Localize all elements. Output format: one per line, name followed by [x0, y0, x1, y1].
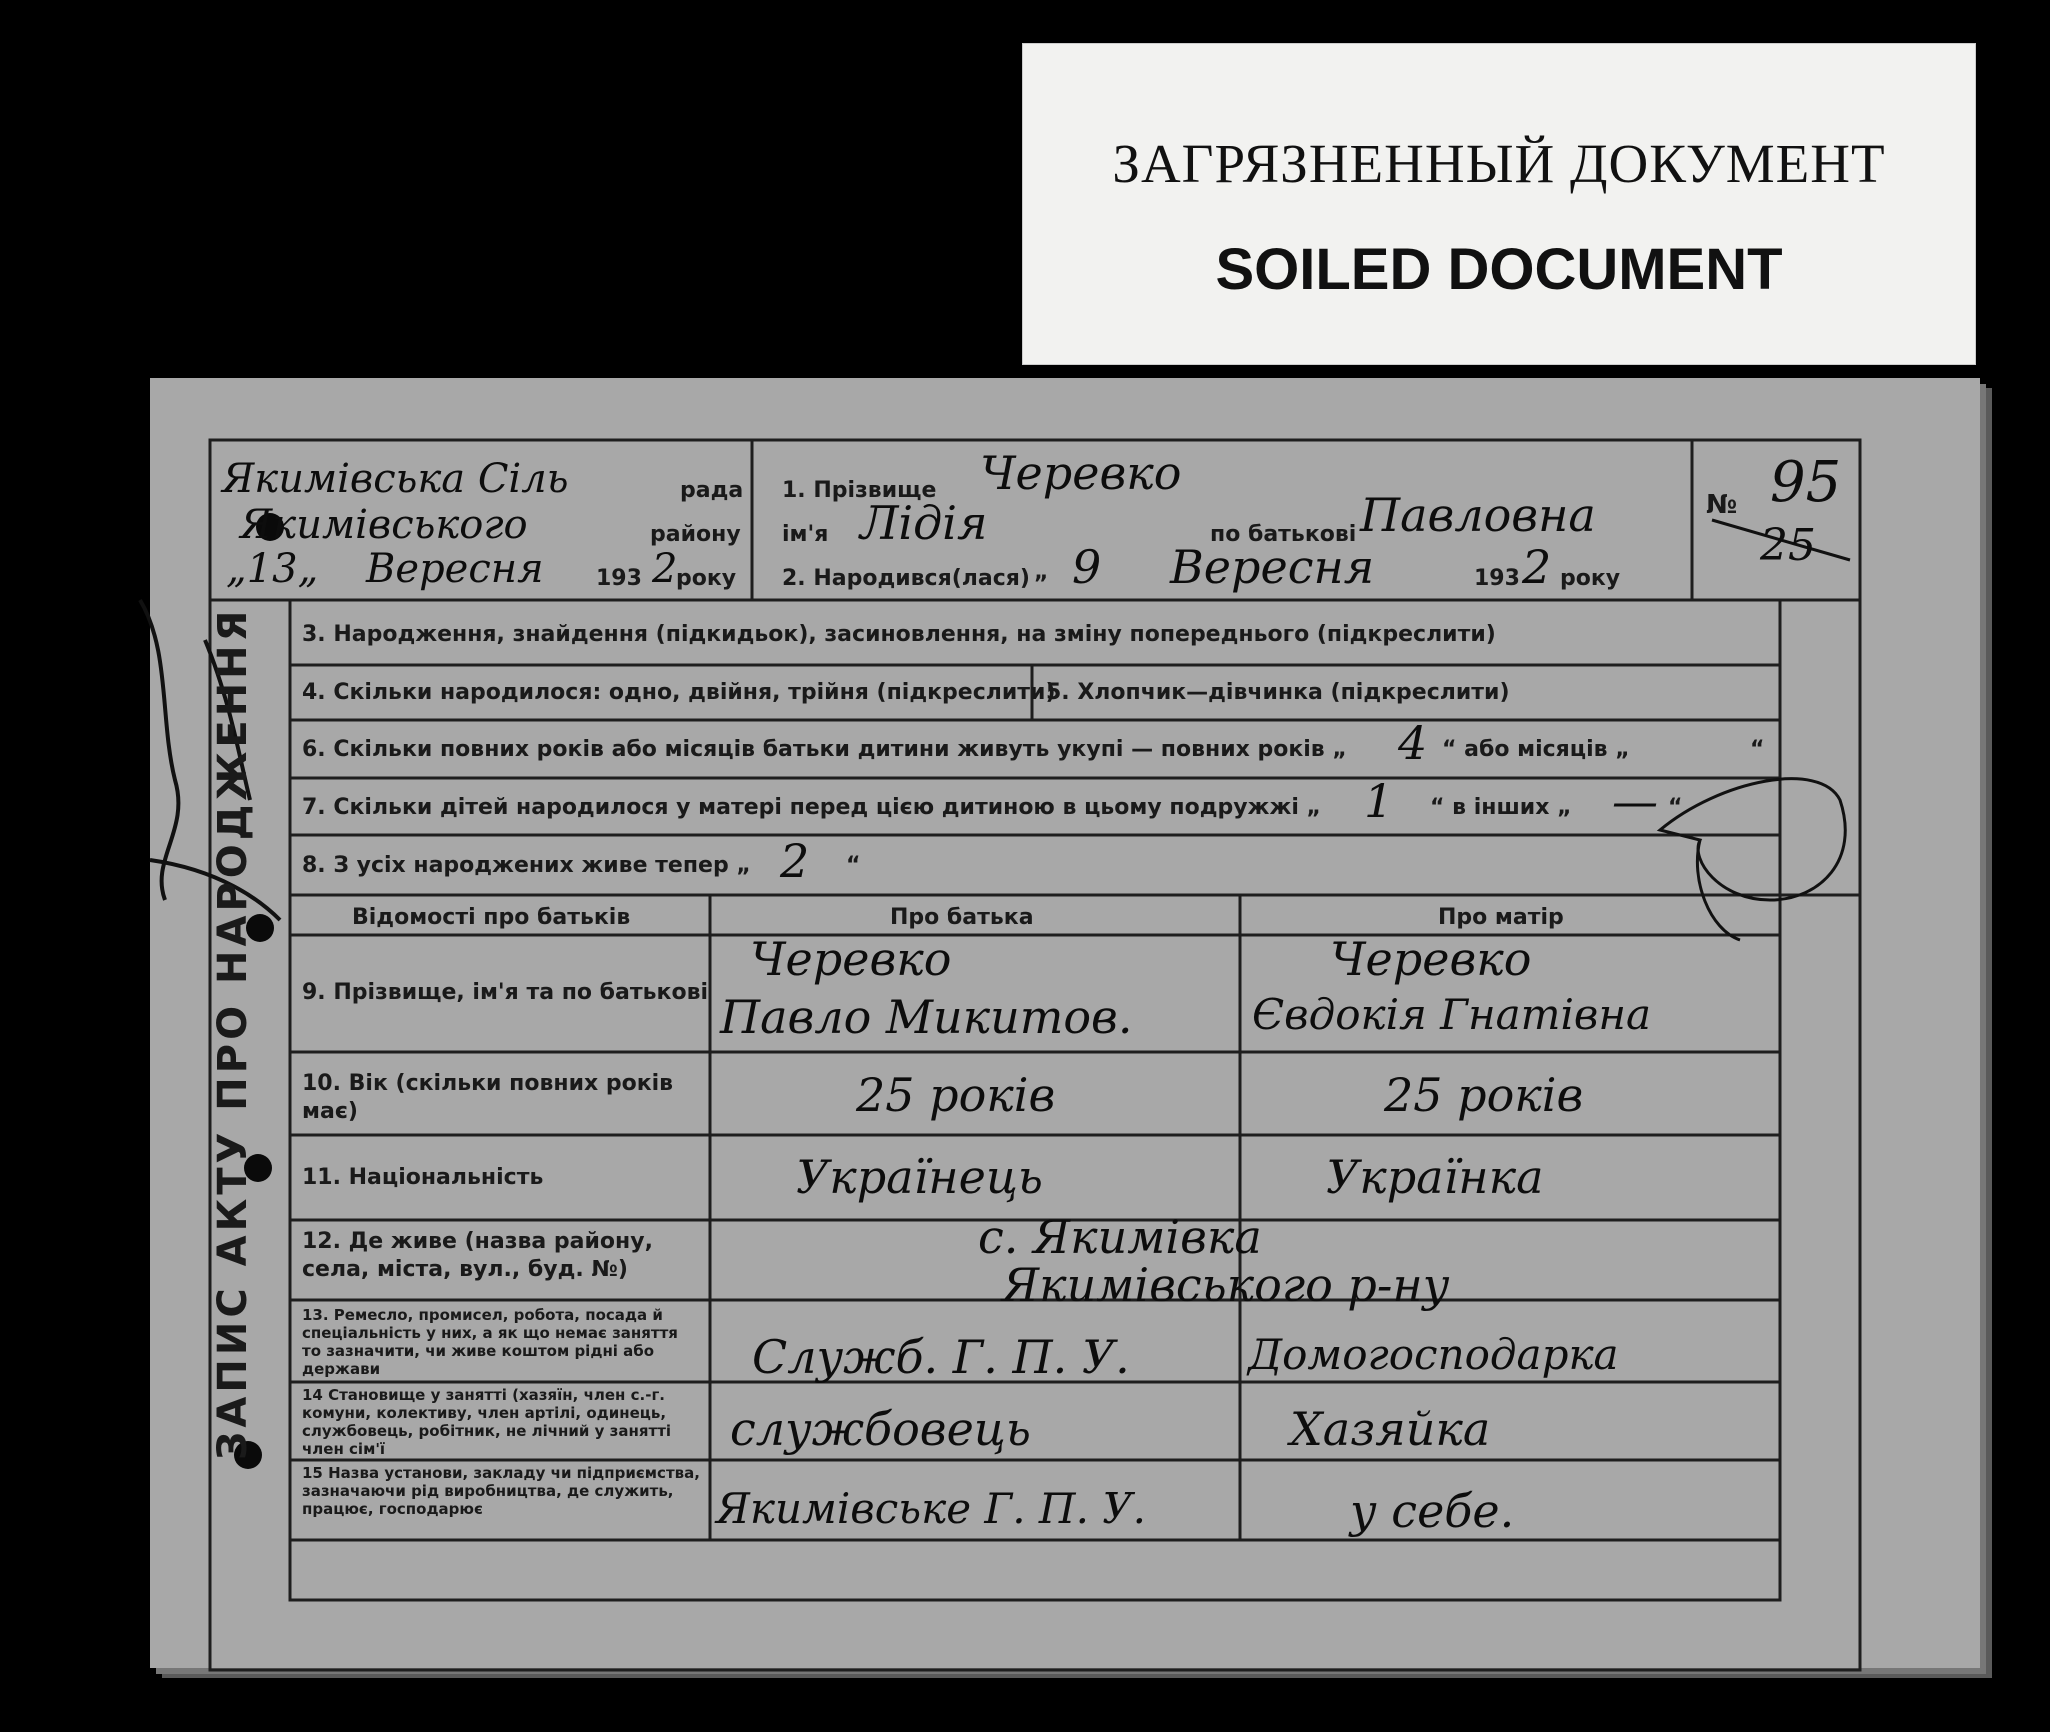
row3-text: 3. Народження, знайдення (підкидьок), засиновлення, на зміну попереднього (підкреслити)	[302, 622, 1496, 647]
father11: Українець	[796, 1150, 1043, 1204]
row5-text: 5. Хлопчик—дівчинка (підкреслити)	[1046, 680, 1510, 705]
born-day: 9	[1072, 540, 1102, 594]
side-title: ЗАПИС АКТУ ПРО НАРОДЖЕННЯ	[210, 606, 256, 1460]
row8-text-b: “	[846, 853, 861, 878]
row7-text-c: “	[1668, 795, 1683, 820]
row8-text-a: 8. З усіх народжених живе тепер „	[302, 853, 751, 878]
q10-label: 10. Вік (скільки повних років має)	[302, 1071, 674, 1124]
mother11: Українка	[1326, 1150, 1544, 1204]
mother9-name: Євдокія Гнатівна	[1252, 990, 1652, 1039]
father9-name: Павло Микитов.	[720, 990, 1133, 1044]
stamp-ru-text: ЗАГРЯЗНЕННЫЙ ДОКУМЕНТ	[1112, 133, 1886, 194]
name-value: Лідія	[860, 496, 988, 550]
born-quote: „	[1034, 560, 1049, 585]
address-line2: Якимівського р-ну	[1002, 1258, 1450, 1312]
row4-text: 4. Скільки народилося: одно, двійня, трійня (підкреслити)	[302, 680, 1056, 705]
district-handwritten: Якимівського	[240, 502, 528, 548]
father9-surname: Черевко	[750, 932, 952, 986]
father14: службовець	[730, 1402, 1031, 1456]
row7-text-b: “ в інших „	[1430, 795, 1572, 820]
q15-label: 15 Назва установи, закладу чи підприємства, зазначаючи рід виробництва, де служить, працює, господарює	[302, 1464, 700, 1518]
row7-count: 1	[1364, 774, 1394, 828]
row6-text-a: 6. Скільки повних років або місяців батьки дитини живуть укупі — повних років „	[302, 737, 1347, 762]
row8-count: 2	[780, 834, 810, 888]
father15: Якимівське Г. П. У.	[716, 1484, 1146, 1533]
born-year-prefix: 193	[1474, 566, 1520, 591]
born-month: Вересня	[1170, 540, 1375, 594]
q11-label: 11. Національність	[302, 1165, 544, 1190]
born-year-label: року	[1560, 566, 1621, 591]
col-info-header: Відомості про батьків	[352, 905, 631, 930]
reg-year-label: року	[676, 566, 737, 591]
stamp-en-text: SOILED DOCUMENT	[1215, 237, 1783, 302]
mother10: 25 років	[1384, 1068, 1584, 1122]
surname-value: Черевко	[980, 446, 1182, 500]
q14-label: 14 Становище у занятті (хазяїн, член с.-г. комуни, колективу, член артілі, одинець, службовець, робітник, не лічний у занятті член сім'ї	[302, 1386, 672, 1458]
reg-month: Вересня	[366, 546, 544, 592]
mother9-surname: Черевко	[1330, 932, 1532, 986]
patronymic-value: Павловна	[1360, 488, 1596, 542]
row6-text-b: “ або місяців „	[1442, 737, 1630, 762]
row7-other: —	[1612, 774, 1658, 828]
name-label: ім'я	[782, 522, 829, 547]
surname-label: 1. Прізвище	[782, 478, 937, 503]
col-father-header: Про батька	[890, 905, 1034, 930]
father10: 25 років	[856, 1068, 1056, 1122]
patronymic-label: по батькові	[1210, 522, 1357, 547]
mother13: Домогосподарка	[1248, 1330, 1619, 1379]
row6-years: 4	[1398, 716, 1428, 770]
address-line1: с. Якимівка	[978, 1210, 1262, 1264]
reg-year-prefix: 193	[596, 566, 642, 591]
born-year-suffix: 2	[1522, 540, 1552, 594]
q13-label: 13. Ремесло, промисел, робота, посада й спеціальність у них, а як що немає заняття то зазначити, чи живе коштом рідні або держави	[302, 1306, 678, 1378]
reg-day: „13„	[226, 546, 319, 592]
q12-label: 12. Де живе (назва району, села, міста, вул., буд. №)	[302, 1229, 653, 1282]
row7-text-a: 7. Скільки дітей народилося у матері перед цією дитиною в цьому подружжі „	[302, 795, 1321, 820]
row6-text-c: “	[1750, 737, 1765, 762]
district-label: району	[650, 522, 741, 547]
number-struck: 25	[1760, 520, 1816, 571]
col-mother-header: Про матір	[1438, 905, 1564, 930]
council-handwritten: Якимівська Сіль	[222, 456, 569, 502]
reg-year-suffix: 2	[652, 546, 678, 592]
mother14: Хазяйка	[1290, 1402, 1491, 1456]
father13: Служб. Г. П. У.	[752, 1330, 1130, 1384]
number-value: 95	[1770, 450, 1842, 515]
mother15: у себе.	[1350, 1484, 1515, 1538]
number-label: №	[1706, 490, 1738, 520]
council-label: рада	[680, 478, 744, 503]
born-label: 2. Народився(лася)	[782, 566, 1030, 591]
q9-label: 9. Прізвище, ім'я та по батькові	[302, 980, 709, 1005]
